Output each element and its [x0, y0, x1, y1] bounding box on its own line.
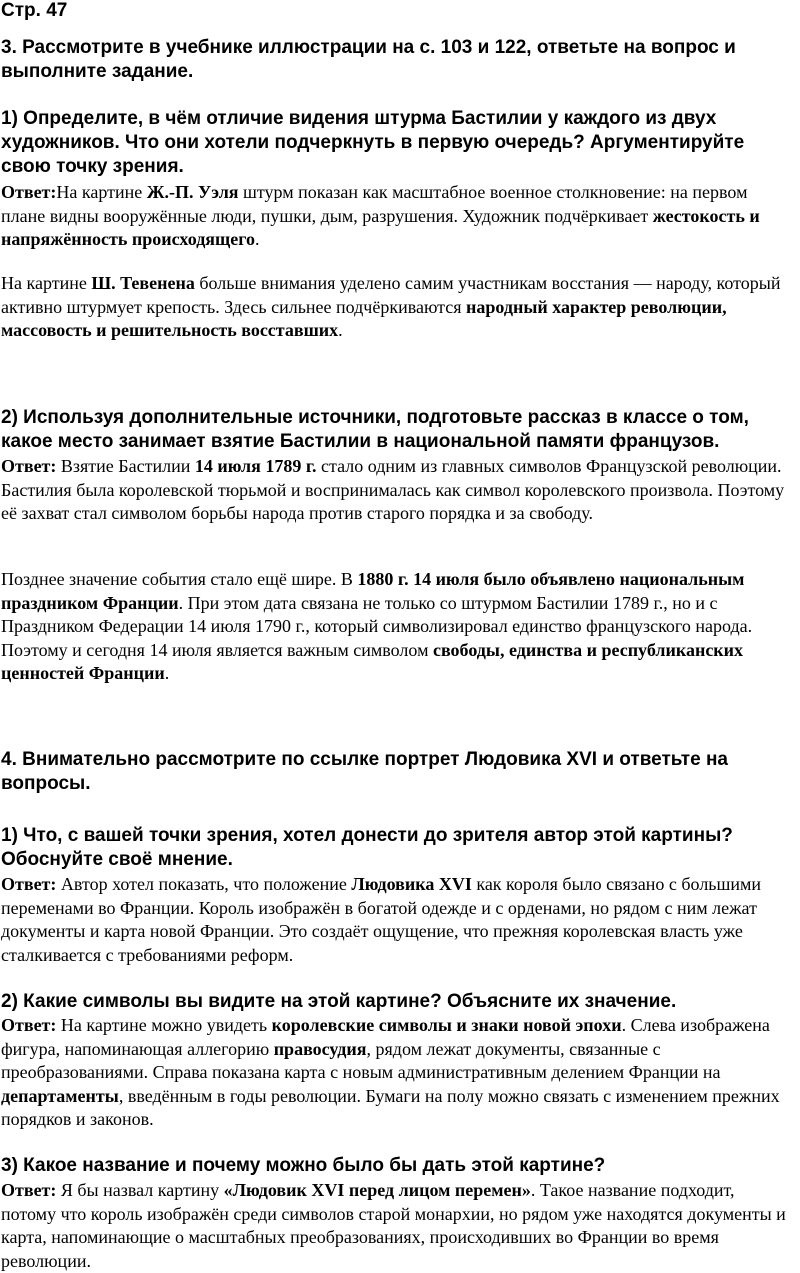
task3-q2-answer-p1: Ответ: Взятие Бастилии 14 июля 1789 г. стало одним из главных символов Французской революции. Бастилия была королевской тюрьмой и воспринималась как символ королевского произвола. Поэтому её захват стал символом борьбы народа против старого порядка и за свободу. [1, 456, 785, 523]
page-title: Стр. 47 [1, 0, 68, 21]
task3-q1-question: 1) Определите, в чём отличие видения штурма Бастилии у каждого из двух художников. Что они хотели подчеркнуть в первую очередь? Аргументируйте свою точку зрения. [1, 108, 745, 177]
task4-q2-answer-p1: Ответ: На картине можно увидеть королевские символы и знаки новой эпохи. Слева изображена фигура, напоминающая аллегорию правосудия, рядом лежат документы, связанные с преобразованиями. Справа показана карта с новым административным делением Франции на департаменты, введённым в годы революции. Бумаги на полу можно связать с изменением прежних порядков и законов. [1, 1015, 780, 1129]
task4-q1-answer-p1: Ответ: Автор хотел показать, что положение Людовика XVI как короля было связано с большими переменами во Франции. Король изображён в богатой одежде и с орденами, но рядом с ним лежат документы и карта новой Франции. Это создаёт ощущение, что прежняя королевская власть уже сталкивается с требованиями реформ. [1, 874, 762, 965]
task4-q2-question: 2) Какие символы вы видите на этой картине? Объясните их значение. [1, 991, 677, 1012]
answer-label: Ответ: [1, 1180, 57, 1200]
task4-q3-question: 3) Какое название и почему можно было бы дать этой картине? [1, 1155, 606, 1176]
task3-q2-question: 2) Используя дополнительные источники, подготовьте рассказ в классе о том, какое место занимает взятие Бастилии в национальной памяти французов. [1, 407, 749, 452]
answer-label: Ответ: [1, 1015, 57, 1035]
task3-q2-answer-p2: Позднее значение события стало ещё шире. В 1880 г. 14 июля было объявлено национальным праздником Франции. При этом дата связана не только со штурмом Бастилии 1789 г., но и с Праздником Федерации 14 июля 1790 г., который символизировал единство французского народа. Поэтому и сегодня 14 июля является важным символом свободы, единства и республиканских ценностей Франции. [1, 569, 753, 683]
task4-heading: 4. Внимательно рассмотрите по ссылке портрет Людовика XVI и ответьте на вопросы. [1, 749, 728, 794]
task4-q1-question: 1) Что, с вашей точки зрения, хотел донести до зрителя автор этой картины? Обоснуйте своё мнение. [1, 825, 733, 870]
answer-label: Ответ: [1, 182, 57, 202]
task3-heading: 3. Рассмотрите в учебнике иллюстрации на с. 103 и 122, ответьте на вопрос и выполните задание. [1, 37, 736, 82]
task3-q1-answer-p2: На картине Ш. Тевенена больше внимания уделено самим участникам восстания — народу, который активно штурмует крепость. Здесь сильнее подчёркиваются народный характер революции, массовость и решительность восставших. [1, 273, 781, 340]
task4-q3-answer-p1: Ответ: Я бы назвал картину «Людовик XVI перед лицом перемен». Такое название подходит, потому что король изображён среди символов старой монархии, но рядом уже находятся документы и карта, напоминающие о масштабных преобразованиях, происходивших во Франции во время революции. [1, 1180, 786, 1271]
task3-q1-answer-p1: Ответ:На картине Ж.-П. Уэля штурм показан как масштабное военное столкновение: на первом плане видны вооружённые люди, пушки, дым, разрушения. Художник подчёркивает жестокость и напряжённость происходящего. [1, 182, 760, 249]
answer-label: Ответ: [1, 874, 57, 894]
answer-label: Ответ: [1, 456, 57, 476]
